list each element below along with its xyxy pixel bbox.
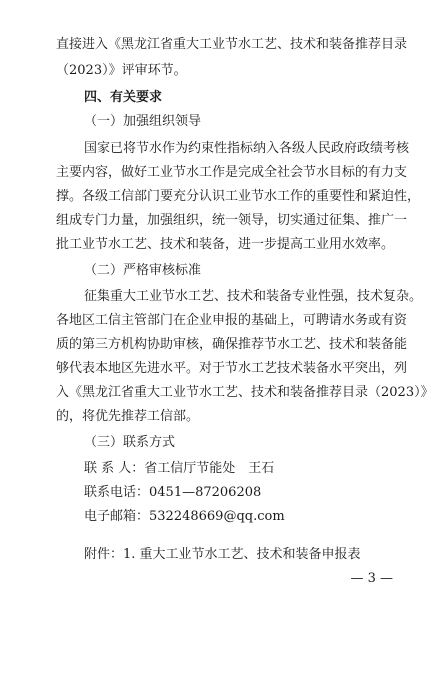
paragraph-line: 组成专门力量，加强组织，统一领导，切实通过征集、推广一 bbox=[56, 213, 408, 228]
section-heading: 四、有关要求 bbox=[84, 90, 163, 105]
subsection-heading: （三）联系方式 bbox=[84, 435, 176, 450]
paragraph-line: 批工业节水工艺、技术和装备，进一步提高工业用水效率。 bbox=[56, 237, 395, 252]
contact-phone: 联系电话：0451—87206208 bbox=[84, 485, 262, 500]
paragraph-line: 征集重大工业节水工艺、技术和装备专业性强，技术复杂。 bbox=[84, 289, 423, 304]
paragraph-line: 入《黑龙江省重大工业节水工艺、技术和装备推荐目录（2023）》 bbox=[56, 385, 434, 400]
attachment-line: 附件：1. 重大工业节水工艺、技术和装备申报表 bbox=[84, 547, 361, 562]
paragraph-line: 主要内容，做好工业节水工作是完成全社会节水目标的有力支 bbox=[56, 165, 408, 180]
page-number: — 3 — bbox=[350, 571, 393, 586]
contact-email: 电子邮箱：532248669@qq.com bbox=[84, 509, 285, 524]
paragraph-line: 够代表本地区先进水平。对于节水工艺技术装备水平突出，列 bbox=[56, 361, 408, 376]
paragraph-line: 各地区工信主管部门在企业申报的基础上，可聘请水务或有资 bbox=[56, 313, 408, 328]
paragraph-line: 质的第三方机构协助审核，确保推荐节水工艺、技术和装备能 bbox=[56, 337, 408, 352]
paragraph-line: 撑。各级工信部门要充分认识工业节水工作的重要性和紧迫性， bbox=[56, 189, 421, 204]
paragraph-line: 的，将优先推荐工信部。 bbox=[56, 409, 200, 424]
subsection-heading: （二）严格审核标准 bbox=[84, 263, 202, 278]
paragraph-line: （2023）》评审环节。 bbox=[56, 63, 187, 78]
subsection-heading: （一）加强组织领导 bbox=[84, 114, 202, 129]
paragraph-line: 直接进入《黑龙江省重大工业节水工艺、技术和装备推荐目录 bbox=[56, 37, 408, 52]
paragraph-line: 国家已将节水作为约束性指标纳入各级人民政府政绩考核 bbox=[84, 141, 410, 156]
contact-person: 联 系 人：省工信厅节能处 王石 bbox=[84, 461, 275, 476]
